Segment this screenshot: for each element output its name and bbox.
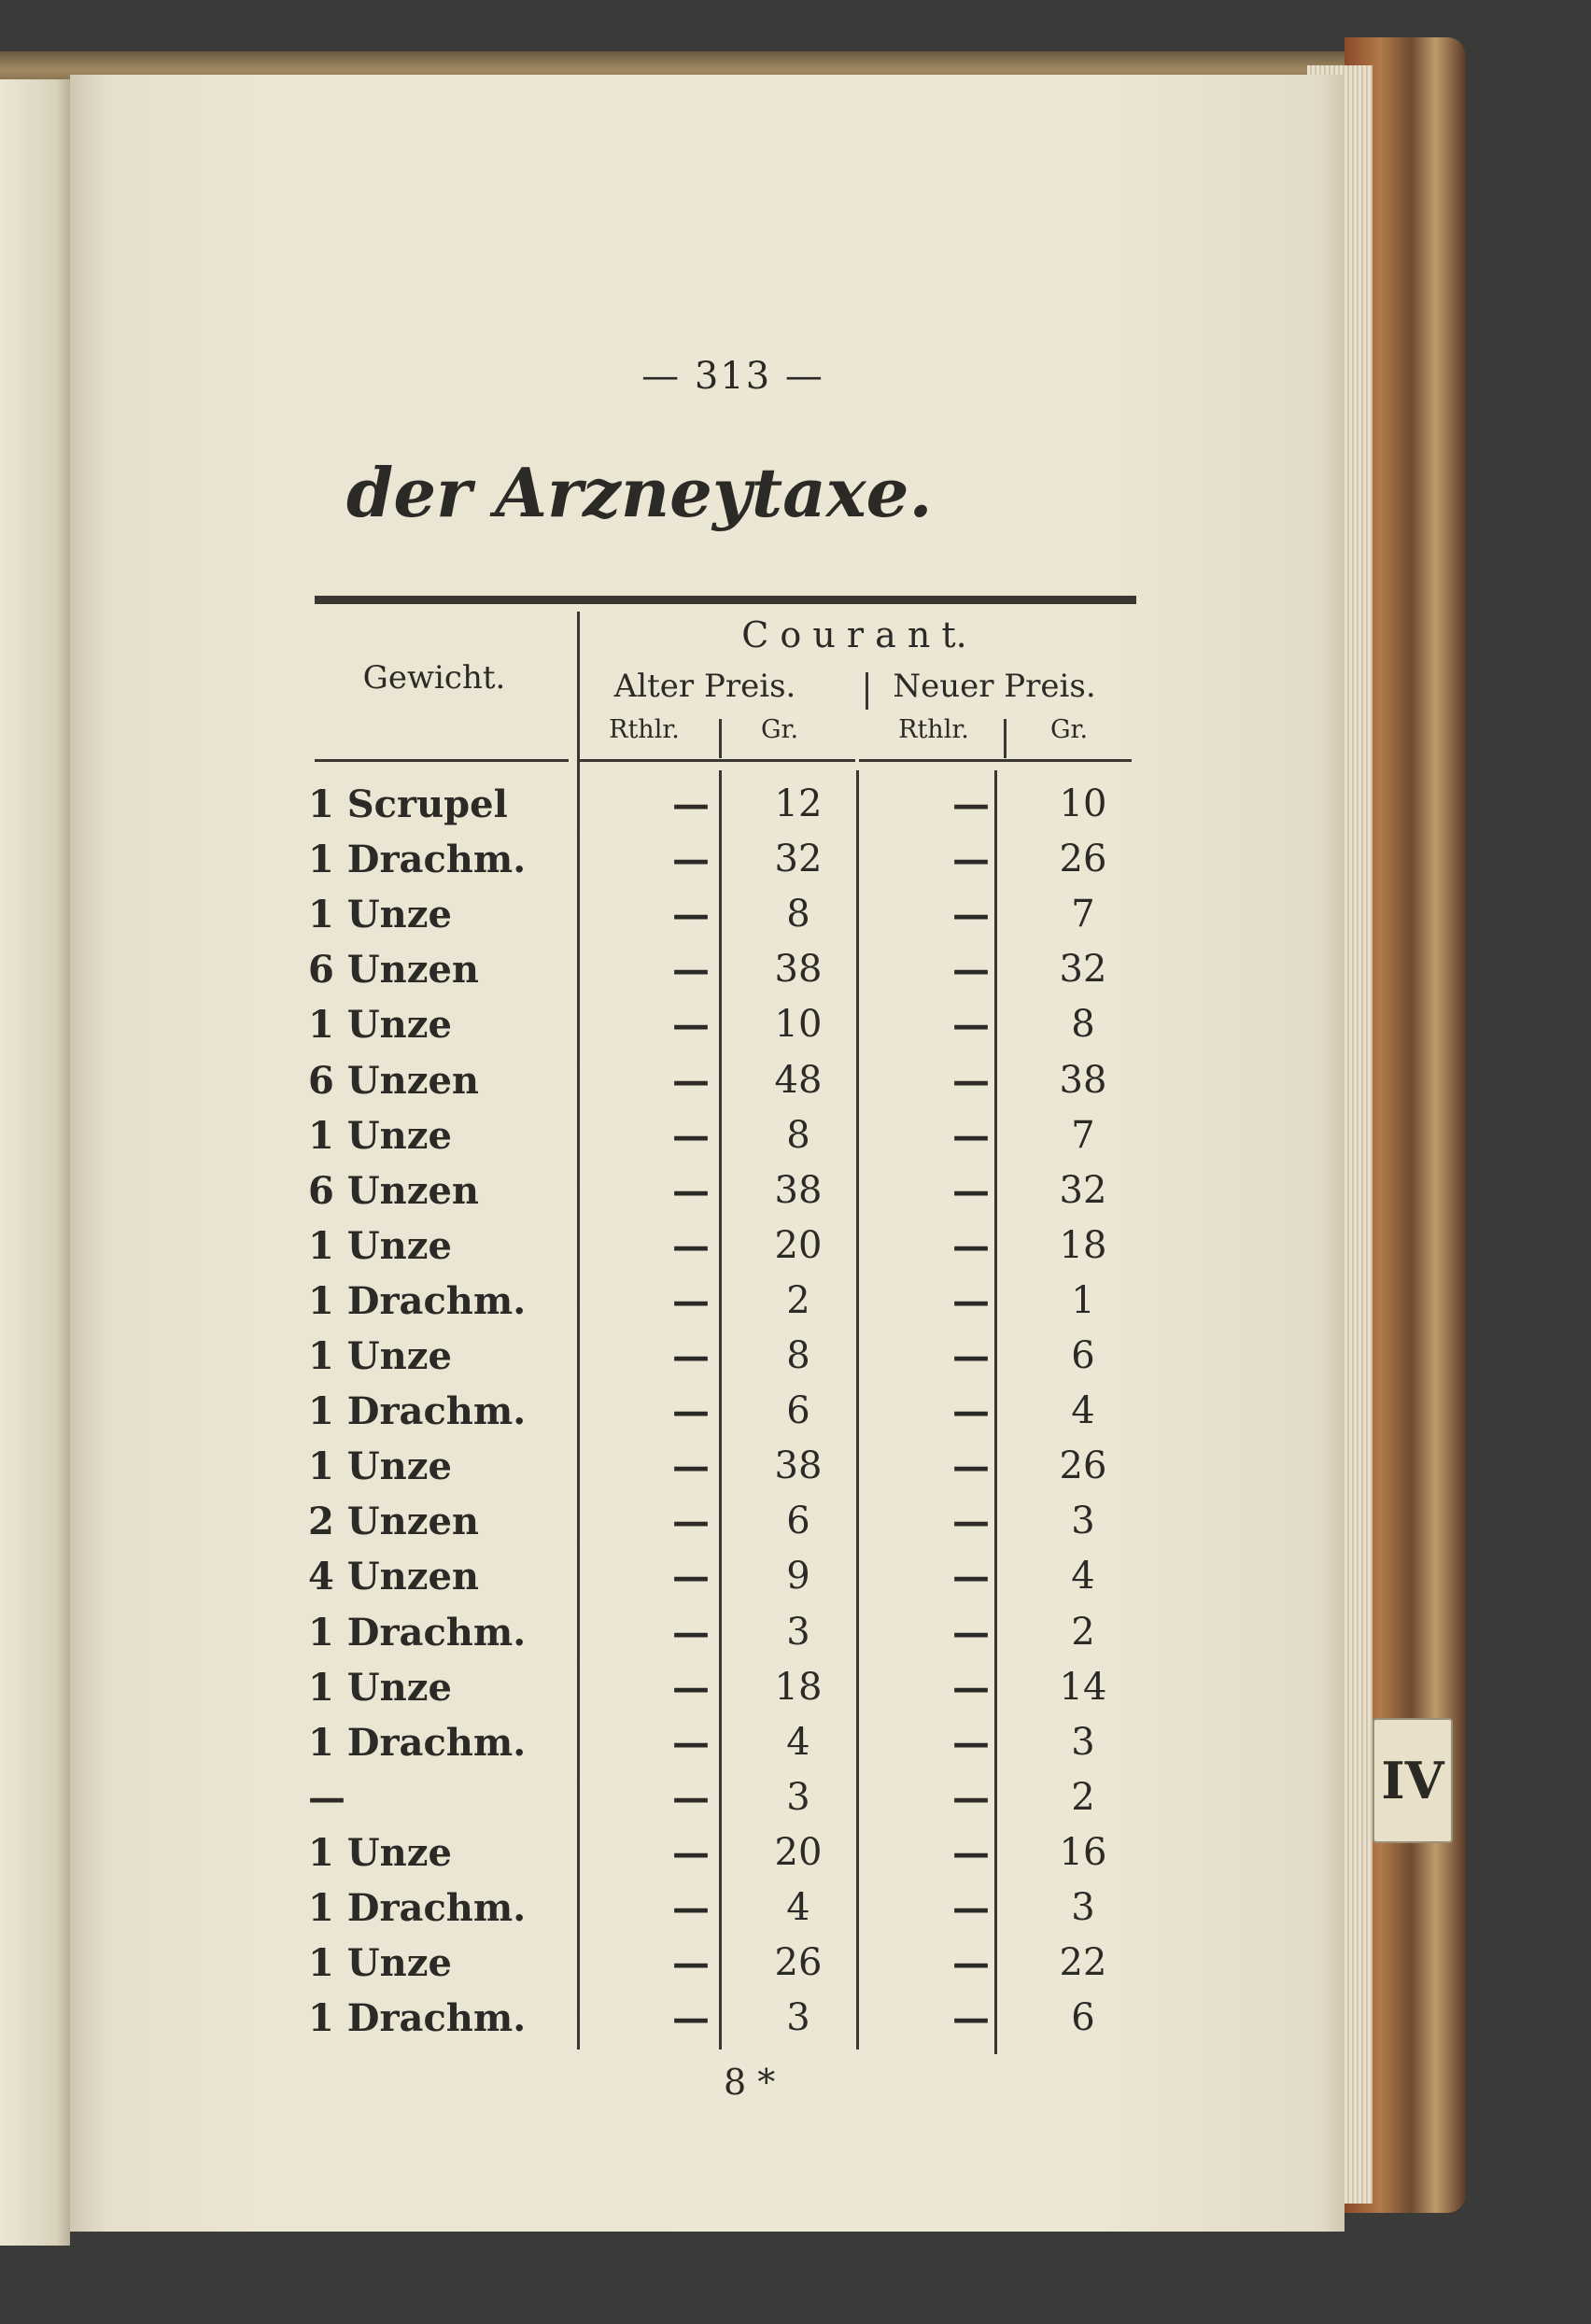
row-new-rthlr: — <box>952 1113 990 1158</box>
row-weight: 1 Unze <box>308 1223 452 1268</box>
row-old-gr: 3 <box>786 1775 810 1819</box>
table-row <box>303 1660 1144 1715</box>
header-new-rthlr: Rthlr. <box>898 715 969 744</box>
row-old-rthlr: — <box>672 1720 710 1765</box>
row-weight: 2 Unzen <box>308 1500 479 1544</box>
row-new-gr: 7 <box>1071 1113 1095 1157</box>
table-row <box>303 1494 1144 1549</box>
table-row <box>303 1108 1144 1163</box>
row-new-gr: 6 <box>1071 1334 1095 1377</box>
table-row <box>303 1605 1144 1660</box>
row-new-rthlr: — <box>952 1278 990 1323</box>
row-new-rthlr: — <box>952 1389 990 1434</box>
row-old-gr: 6 <box>786 1389 810 1433</box>
header-courant: C o u r a n t. <box>741 614 967 655</box>
row-weight: 1 Unze <box>308 1941 452 1986</box>
row-old-rthlr: — <box>672 1775 710 1820</box>
row-new-rthlr: — <box>952 1003 990 1048</box>
row-new-gr: 2 <box>1071 1610 1095 1654</box>
row-old-rthlr: — <box>672 1334 710 1378</box>
row-new-gr: 18 <box>1059 1223 1107 1267</box>
row-old-gr: 8 <box>786 893 810 937</box>
header-weight: Gewicht. <box>362 659 506 697</box>
row-new-rthlr: — <box>952 1775 990 1820</box>
row-new-rthlr: — <box>952 1720 990 1765</box>
table-row <box>303 942 1144 997</box>
row-new-gr: 1 <box>1071 1278 1095 1322</box>
row-new-rthlr: — <box>952 1168 990 1213</box>
row-new-rthlr: — <box>952 1610 990 1655</box>
row-weight: — <box>308 1775 345 1820</box>
row-new-gr: 32 <box>1059 1168 1107 1212</box>
row-old-gr: 38 <box>774 1444 823 1488</box>
row-old-gr: 48 <box>774 1058 823 1102</box>
row-old-rthlr: — <box>672 1058 710 1103</box>
table-row <box>303 1825 1144 1880</box>
row-old-rthlr: — <box>672 1500 710 1544</box>
row-weight: 1 Unze <box>308 1444 452 1489</box>
row-old-gr: 38 <box>774 948 823 992</box>
row-new-rthlr: — <box>952 838 990 882</box>
row-old-rthlr: — <box>672 1941 710 1986</box>
table-row <box>303 1936 1144 1991</box>
row-weight: 6 Unzen <box>308 948 479 993</box>
row-new-rthlr: — <box>952 1555 990 1599</box>
row-new-rthlr: — <box>952 1334 990 1378</box>
row-old-gr: 26 <box>774 1941 823 1985</box>
row-old-gr: 18 <box>774 1665 823 1709</box>
row-new-rthlr: — <box>952 893 990 937</box>
left-page-strip <box>0 79 70 2246</box>
page-heading: der Arzneytaxe. <box>346 453 933 532</box>
row-old-rthlr: — <box>672 1113 710 1158</box>
table-row <box>303 1439 1144 1494</box>
row-old-gr: 20 <box>774 1830 823 1874</box>
row-old-rthlr: — <box>672 1830 710 1875</box>
row-old-rthlr: — <box>672 1886 710 1930</box>
row-old-rthlr: — <box>672 1223 710 1268</box>
header-old-gr: Gr. <box>760 715 799 744</box>
row-new-gr: 3 <box>1071 1720 1095 1764</box>
row-new-rthlr: — <box>952 948 990 993</box>
subheader-rule-old <box>719 719 722 758</box>
row-weight: 1 Unze <box>308 893 452 937</box>
row-new-gr: 32 <box>1059 948 1107 992</box>
row-old-gr: 4 <box>786 1886 810 1929</box>
table-row <box>303 1549 1144 1604</box>
row-new-gr: 6 <box>1071 1996 1095 2040</box>
row-old-gr: 3 <box>786 1610 810 1654</box>
row-new-gr: 16 <box>1059 1830 1107 1874</box>
row-new-gr: 10 <box>1059 782 1107 825</box>
row-weight: 1 Drachm. <box>308 1886 527 1930</box>
row-old-rthlr: — <box>672 1555 710 1599</box>
row-old-gr: 10 <box>774 1003 823 1047</box>
row-new-rthlr: — <box>952 1830 990 1875</box>
row-new-gr: 7 <box>1071 893 1095 937</box>
row-weight: 4 Unzen <box>308 1555 479 1599</box>
row-weight: 1 Drachm. <box>308 1996 527 2041</box>
header-rule-old <box>579 759 855 762</box>
table-row <box>303 997 1144 1052</box>
row-new-rthlr: — <box>952 1886 990 1930</box>
row-new-gr: 26 <box>1059 838 1107 881</box>
row-old-gr: 4 <box>786 1720 810 1764</box>
header-rule-new <box>859 759 1132 762</box>
header-new-price: Neuer Preis. <box>893 668 1096 705</box>
row-weight: 6 Unzen <box>308 1168 479 1213</box>
row-weight: 1 Drachm. <box>308 1610 527 1655</box>
row-new-gr: 3 <box>1071 1500 1095 1543</box>
row-old-rthlr: — <box>672 948 710 993</box>
row-new-rthlr: — <box>952 1941 990 1986</box>
header-old-rthlr: Rthlr. <box>609 715 680 744</box>
table-row <box>303 1274 1144 1329</box>
row-old-gr: 20 <box>774 1223 823 1267</box>
row-old-gr: 6 <box>786 1500 810 1543</box>
row-weight: 1 Drachm. <box>308 1389 527 1434</box>
row-new-gr: 8 <box>1071 1003 1095 1047</box>
row-old-gr: 8 <box>786 1113 810 1157</box>
row-old-gr: 3 <box>786 1996 810 2040</box>
table-row <box>303 1053 1144 1108</box>
thumb-index-tab: IV <box>1373 1718 1453 1843</box>
row-new-gr: 38 <box>1059 1058 1107 1102</box>
row-new-gr: 3 <box>1071 1886 1095 1929</box>
page-number: — 313 — <box>641 355 824 398</box>
row-weight: 1 Unze <box>308 1113 452 1158</box>
row-old-gr: 32 <box>774 838 823 881</box>
header-old-price: Alter Preis. <box>613 668 796 705</box>
header-rule-weight <box>315 759 569 762</box>
table-row <box>303 1991 1144 2046</box>
row-new-gr: 4 <box>1071 1389 1095 1433</box>
row-old-rthlr: — <box>672 1003 710 1048</box>
row-old-gr: 9 <box>786 1555 810 1599</box>
table-row <box>303 1384 1144 1439</box>
row-old-rthlr: — <box>672 1389 710 1434</box>
row-old-rthlr: — <box>672 1665 710 1710</box>
row-weight: 1 Drachm. <box>308 1720 527 1765</box>
header-new-gr: Gr. <box>1049 715 1089 744</box>
row-weight: 6 Unzen <box>308 1058 479 1103</box>
table-row <box>303 1218 1144 1274</box>
row-new-rthlr: — <box>952 1223 990 1268</box>
table-row <box>303 1770 1144 1825</box>
row-weight: 1 Unze <box>308 1003 452 1048</box>
row-weight: 1 Unze <box>308 1334 452 1378</box>
subheader-rule-mid <box>866 672 868 710</box>
table-top-rule <box>315 596 1136 604</box>
row-old-gr: 8 <box>786 1334 810 1377</box>
row-old-gr: 2 <box>786 1278 810 1322</box>
row-weight: 1 Unze <box>308 1830 452 1875</box>
row-old-rthlr: — <box>672 1610 710 1655</box>
row-weight: 1 Drachm. <box>308 838 527 882</box>
table-row <box>303 1715 1144 1770</box>
row-new-rthlr: — <box>952 1058 990 1103</box>
table-row <box>303 1329 1144 1384</box>
table-row <box>303 887 1144 942</box>
book-page <box>70 75 1345 2232</box>
row-new-rthlr: — <box>952 1665 990 1710</box>
row-old-rthlr: — <box>672 893 710 937</box>
row-new-rthlr: — <box>952 1500 990 1544</box>
row-new-gr: 22 <box>1059 1941 1107 1985</box>
signature-mark: 8 * <box>724 2062 776 2103</box>
row-new-rthlr: — <box>952 1444 990 1489</box>
row-weight: 1 Drachm. <box>308 1278 527 1323</box>
row-new-rthlr: — <box>952 1996 990 2041</box>
row-new-gr: 14 <box>1059 1665 1107 1709</box>
row-old-rthlr: — <box>672 1444 710 1489</box>
table-row <box>303 1163 1144 1218</box>
row-new-gr: 26 <box>1059 1444 1107 1488</box>
row-new-gr: 2 <box>1071 1775 1095 1819</box>
subheader-rule-new <box>1004 719 1007 758</box>
row-old-rthlr: — <box>672 1996 710 2041</box>
row-old-gr: 38 <box>774 1168 823 1212</box>
table-row <box>303 777 1144 832</box>
row-new-gr: 4 <box>1071 1555 1095 1599</box>
row-new-rthlr: — <box>952 782 990 826</box>
row-old-rthlr: — <box>672 838 710 882</box>
table-row <box>303 1880 1144 1936</box>
row-weight: 1 Scrupel <box>308 782 508 826</box>
row-old-rthlr: — <box>672 1278 710 1323</box>
row-weight: 1 Unze <box>308 1665 452 1710</box>
row-old-rthlr: — <box>672 782 710 826</box>
table-row <box>303 832 1144 887</box>
row-old-rthlr: — <box>672 1168 710 1213</box>
row-old-gr: 12 <box>774 782 823 825</box>
